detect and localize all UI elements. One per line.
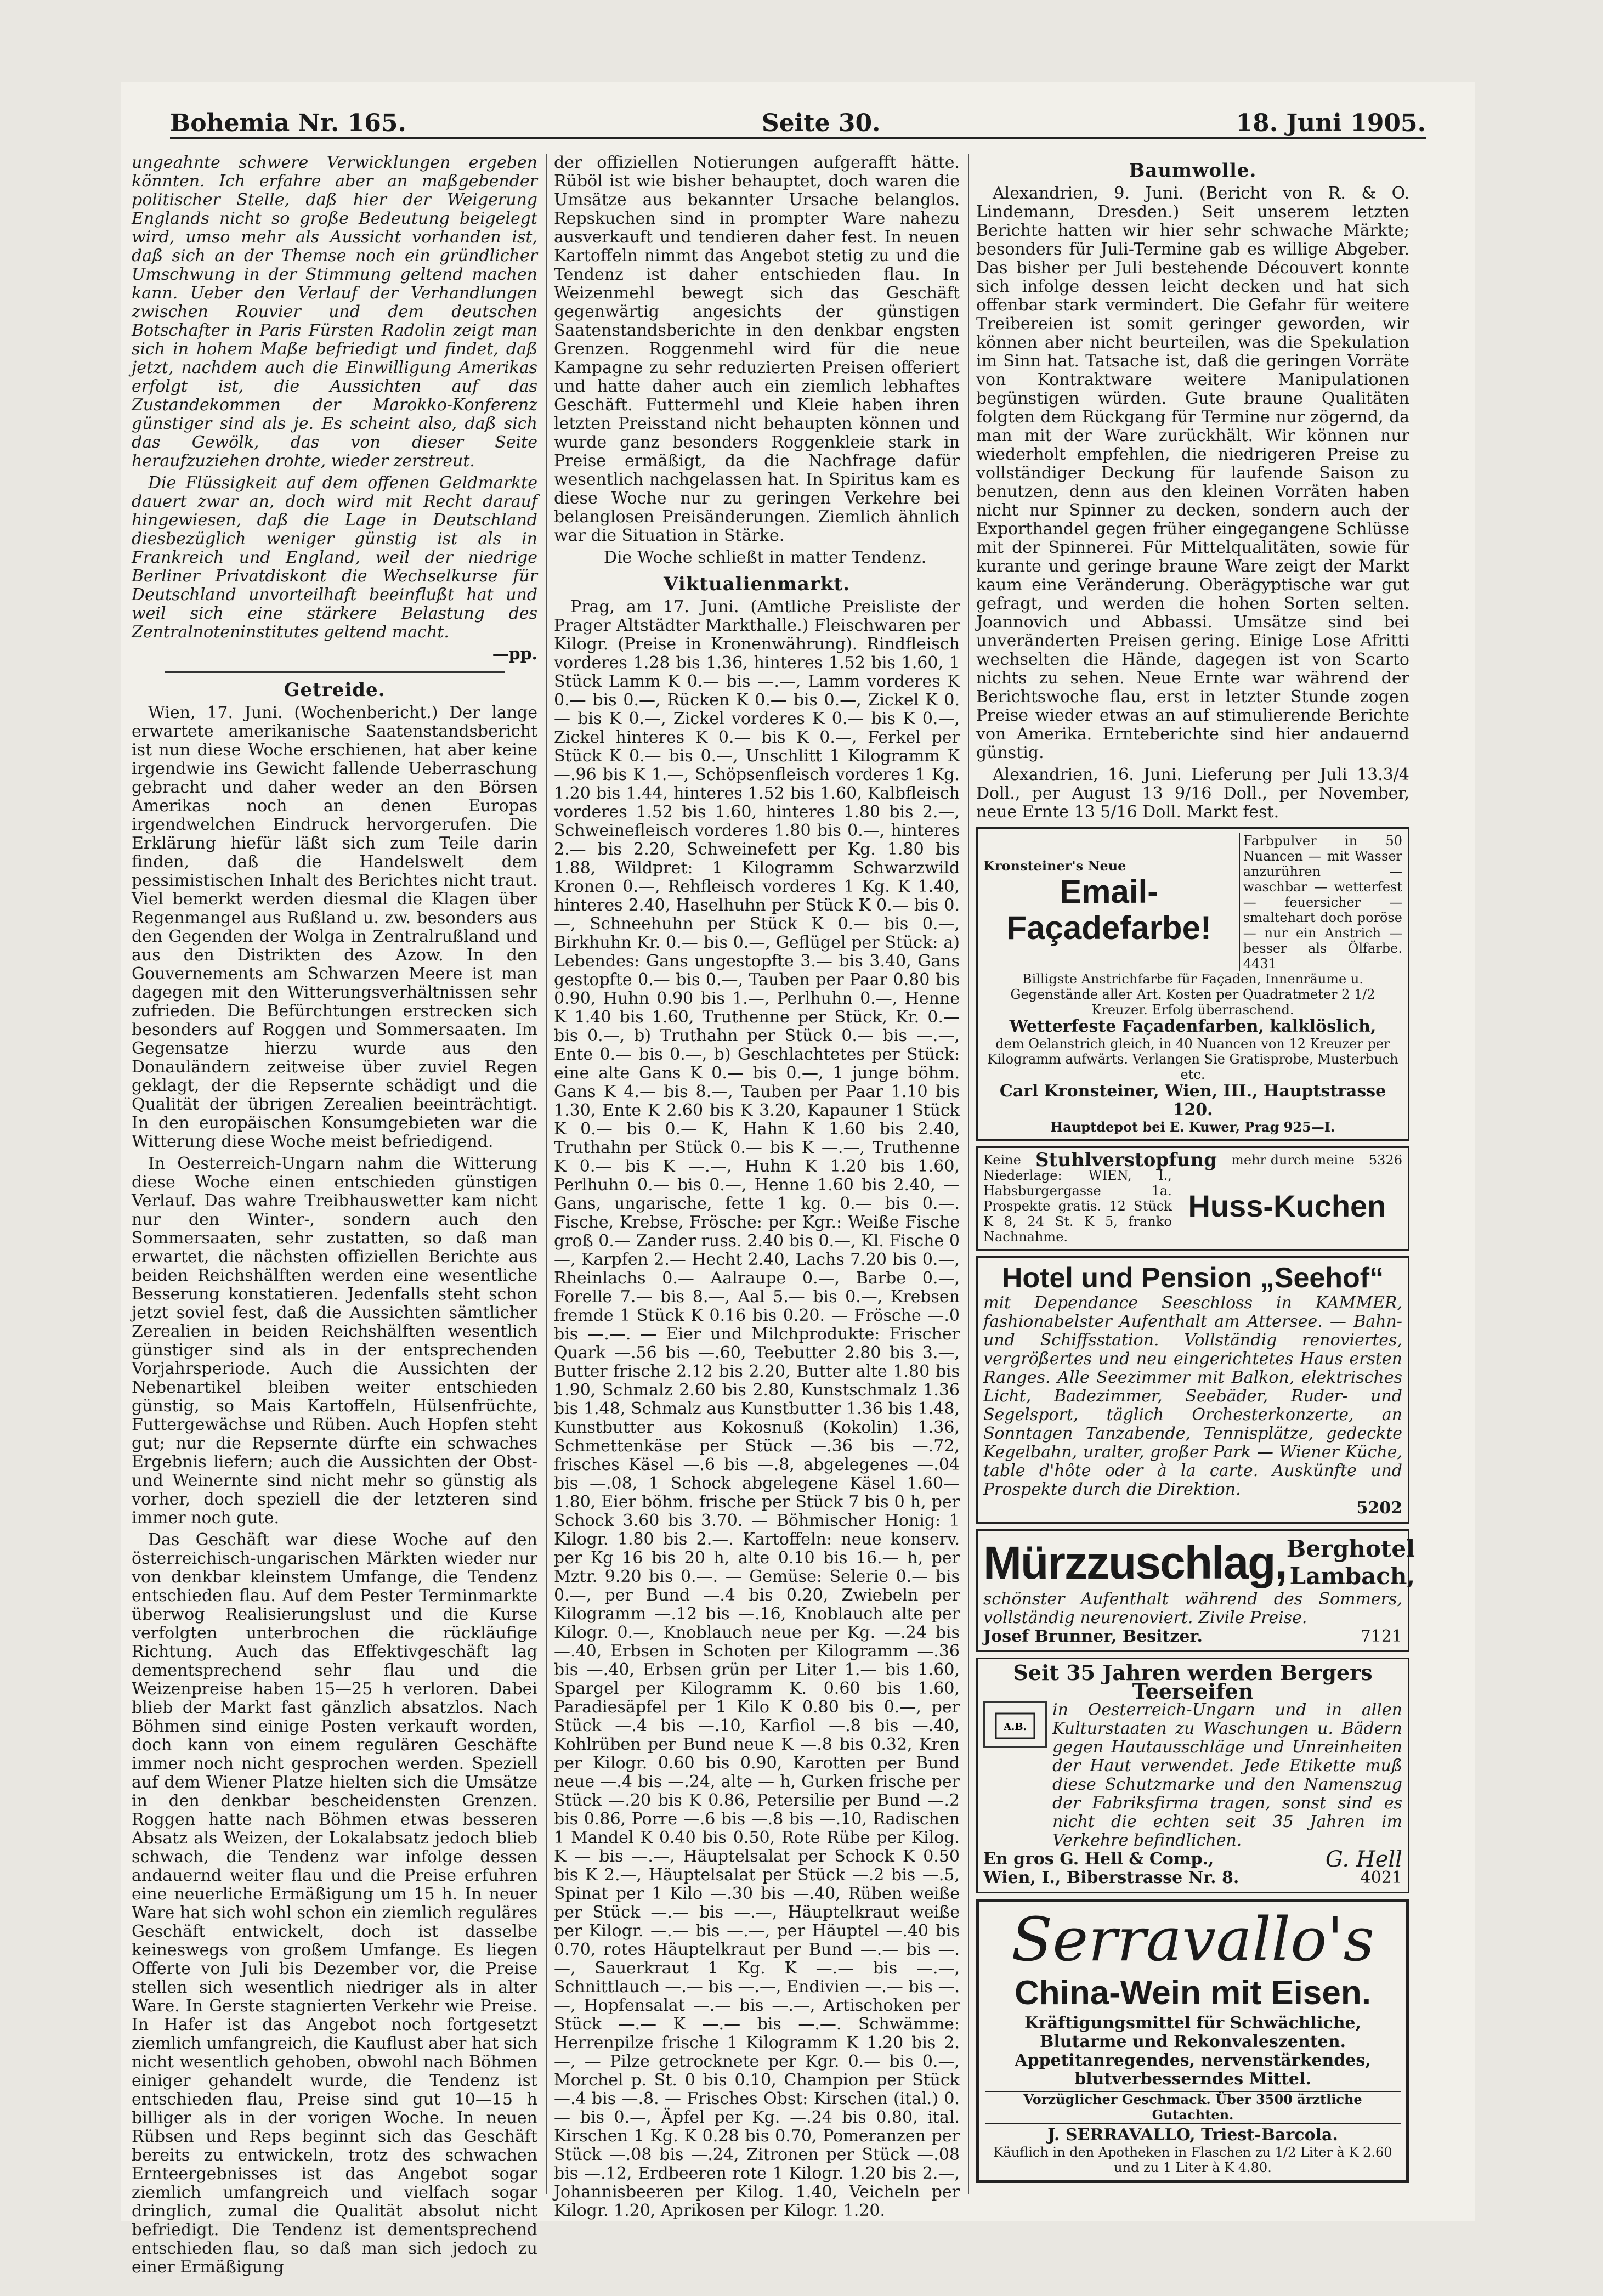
ad-huss-small: Niederlage: WIEN, I., Habsburgergasse 1a. Prospekte gratis. 12 Stück K 8, 24 St. K 5, franko Nachnahme. xyxy=(983,1168,1172,1245)
ad-serravallo-line5: Käuflich in den Apotheken in Flaschen zu 1/2 Liter à K 2.60 und zu 1 Liter à K 4.80. xyxy=(993,2145,1392,2175)
ad-bergers-title: Seit 35 Jahren werden Bergers Teerseifen xyxy=(1013,1660,1373,1704)
ad-kronsteiner xyxy=(976,827,1409,1141)
page-header xyxy=(170,88,1426,139)
baumwolle-p1: Alexandrien, 9. Juni. (Bericht von R. & O. Lindemann, Dresden.) Seit unserem letzten Berichte hatten wir hier sehr schwache Märkte; besonders für Juli-Termine gab es willige Abgeber. Das bisher per Juli bestehende Découvert konnte sich infolge dessen leicht decken und hat sich offenbar stark vermindert. Die Gefahr für weitere Treibereien ist somit geringer geworden, wir können aber nicht beurteilen, was die Spekulation im Sinn hat. Tatsache ist, daß die geringen Vorräte von Kontraktware weitere Manipulationen begünstigen würden. Gute braune Qualitäten folgten dem Rückgang für Termine nur zögernd, da man mit der Ware zurückhält. Wir können nur wiederholt empfehlen, die niedrigeren Preise zu vollständiger Deckung für laufende Saison zu benutzen, denn aus den kleinen Vorräten haben nicht nur Spinner zu decken, sondern auch der Exporthandel gegen früher eingegangene Schlüsse mit der Spinnerei. Für Mittelqualitäten, sowie für kurante und geringe braune Ware zeigt der Markt kaum eine Veränderung. Oberägyptische war gut gefragt, und werden die hohen Sorten selten. Joannovich und Abbassi. Umsätze sind bei unveränderten Preisen gering. Einige Lose Afritti wechselten die Hände, dagegen ist von Scarto nichts zu sehen. Neue Ernte war während der Berichtswoche flau, erst in letzter Stunde zogen Preise wieder etwas an auf stimulierende Berichte von Amerika. Ernteberichte sind hier andauernd günstig. xyxy=(976,184,1409,762)
ad-huss-title: Stuhlverstopfung xyxy=(1035,1149,1217,1171)
ad-seehof-number: 5202 xyxy=(1356,1498,1402,1518)
ad-bergers-signature: G. Hell xyxy=(1325,1847,1402,1872)
svg-text:A.B.: A.B. xyxy=(1004,1721,1027,1733)
article-politics-p2: Die Flüssigkeit auf dem offenen Geldmarkte dauert zwar an, doch wird mit Recht darauf hingewiesen, daß die Lage in Deutschland diesbezüglich weniger günstig ist als in Frankreich und England, weil der niedrige Berliner Privatdiskont die Wechselkurse für Deutschland unvorteilhaft beeinflußt hat und weil sich eine stärkere Belastung des Zentralnoteninstitutes geltend macht. xyxy=(132,473,537,642)
ad-bergers-text: in Oesterreich-Ungarn und in allen Kulturstaaten zu Waschungen u. Bädern gegen Hautausschläge und Unreinheiten der Haut verwendet. Jede Etikette muß diese Schutzmarke und den Namenszug der Fabriksfirma tragen, sonst sind es nicht die echten seit 35 Jahren im Verkehre befindlichen. xyxy=(1052,1700,1402,1850)
trademark-emblem-icon xyxy=(983,1701,1047,1748)
getreide-p1: Wien, 17. Juni. (Wochenbericht.) Der lange erwartete amerikanische Saatenstandsbericht ist nun diese Woche erschienen, hat aber keine irgendwie ins Gewicht fallende Ueberraschung gebracht und daher weder an den Börsen Amerikas noch an denen Europas irgendwelchen Eindruck hervorgerufen. Die Erklärung hiefür läßt sich zum Teile darin finden, daß die Handelswelt dem pessimistischen Inhalt des Berichtes nicht traut. Viel bemerkt werden diesmal die Klagen über Regenmangel aus Rußland u. zw. besonders aus den Gegenden der Wolga in Zentralrußland und aus den Distrikten des Azow. In den Gouvernements am Schwarzen Meere ist man dagegen mit den Witterungsverhältnissen sehr zufrieden. Die Befürchtungen erstrecken sich besonders auf Roggen und Sommersaaten. Im Gegensatze hierzu wurde aus den Donauländern zeitweise über zuviel Regen geklagt, der die Repsernte schädigt und die Qualität der übrigen Zerealien beeinträchtigt. In den europäischen Konsumgebieten war die Witterung diese Woche meist befriedigend. xyxy=(132,703,537,1151)
header-date: 18. Juni 1905. xyxy=(1236,109,1426,137)
ad-bergers-address: Wien, I., Biberstrasse Nr. 8. xyxy=(983,1868,1239,1887)
column-2 xyxy=(554,153,960,2220)
ad-huss-keine: Keine xyxy=(983,1152,1021,1168)
ad-muerz-berghotel: Berghotel xyxy=(1286,1535,1415,1562)
column-rule-1 xyxy=(546,154,547,2194)
ad-muerzzuschlag xyxy=(976,1529,1415,1652)
ad-kronsteiner-line2: Wetterfeste Façadenfarben, kalklöslich, xyxy=(1009,1017,1377,1036)
ad-muerz-lambach: Lambach, xyxy=(1289,1563,1415,1590)
ad-kronsteiner-headline: Email-Façadefarbe! xyxy=(1006,873,1211,946)
section-title-baumwolle: Baumwolle. xyxy=(1129,160,1257,182)
ad-muerz-text: schönster Aufenthalt während des Sommers, vollständig neurenoviert. Zivile Preise. xyxy=(983,1590,1402,1627)
header-page-number: Seite 30. xyxy=(761,109,881,137)
ad-seehof-title: Hotel und Pension „Seehof“ xyxy=(1001,1262,1384,1294)
ad-kronsteiner-brand: Kronsteiner's Neue xyxy=(983,858,1126,874)
ad-serravallo xyxy=(976,1899,1409,2183)
newspaper-page xyxy=(121,82,1475,2277)
section-title-getreide: Getreide. xyxy=(284,679,386,701)
header-issue: Bohemia Nr. 165. xyxy=(170,109,406,137)
baumwolle-p2: Alexandrien, 16. Juni. Lieferung per Juli 13.3/4 Doll., per August 13 9/16 Doll., per November, neue Ernte 13 5/16 Doll. Markt fest. xyxy=(976,765,1409,822)
article-politics-p1: ungeahnte schwere Verwicklungen ergeben könnten. Ich erfahre aber an maßgebender politischer Stelle, daß hier der Weigerung Englands nicht so große Bedeutung beigelegt wird, umso mehr als Aussicht vorhanden ist, daß sich an der Themse noch ein gründlicher Umschwung in der Stimmung geltend machen kann. Ueber den Verlauf der Verhandlungen zwischen Rouvier und dem deutschen Botschafter in Paris Fürsten Radolin zeigt man sich in hohem Maße befriedigt und findet, daß jetzt, nachdem auch die Einwilligung Amerikas erfolgt ist, die Aussichten auf das Zustandekommen der Marokko-Konferenz günstiger sind als je. Es scheint also, daß sich das Gewölk, das von dieser Seite heraufzuziehen drohte, wieder zerstreut. xyxy=(132,153,537,471)
ad-kronsteiner-side: Farbpulver in 50 Nuancen — mit Wasser anzurühren — waschbar — wetterfest — feuersicher — smaltehart doch poröse — nur ein Anstrich — besser als Ölfarbe. 4431 xyxy=(1239,833,1402,971)
getreide-closing: Die Woche schließt in matter Tendenz. xyxy=(603,548,927,567)
ad-kronsteiner-line3: dem Oelanstrich gleich, in 40 Nuancen von 12 Kreuzer per Kilogramm aufwärts. Verlangen Sie Gratisprobe, Musterbuch etc. xyxy=(987,1036,1398,1082)
ad-hotel-seehof xyxy=(976,1256,1409,1524)
ad-seehof-text: mit Dependance Seeschloss in KAMMER, fashionabelster Aufenthalt am Attersee. — Bahn- und Schiffsstation. Vollständig renoviertes, vergrößertes und neu eingerichtetes Haus ersten Ranges. Alle Seezimmer mit Balkon, elektrisches Licht, Badezimmer, Seebäder, Ruder- und Segelsport, täglich Orchesterkonzerte, an Sonntagen Tanzabende, Tennisplätze, gedeckte Kegelbahn, uralter, großer Park — Wiener Küche, table d'hôte oder à la carte. Auskünfte und Prospekte durch die Direktion. xyxy=(983,1293,1402,1499)
ad-serravallo-line2: Appetitanregendes, nervenstärkendes, blutverbesserndes Mittel. xyxy=(1015,2051,1371,2089)
ad-bergers-number: 4021 xyxy=(1360,1868,1402,1887)
ad-huss-mehr: mehr durch meine xyxy=(1231,1152,1355,1168)
column-rule-2 xyxy=(968,154,969,2194)
getreide-p2: In Oesterreich-Ungarn nahm die Witterung diese Woche einen entschieden günstigen Verlauf. Das wahre Treibhauswetter kam nicht nur den Winter-, sondern auch den Sommersaaten, sehr zustatten, so daß man erwartet, die nächsten offiziellen Berichte aus beiden Reichshälften werden eine wesentliche Besserung konstatieren. Jedenfalls steht schon jetzt soviel fest, daß die Aussichten sämtlicher Zerealien in beiden Reichshälften wesentlich günstiger sind als in der entsprechenden Vorjahrsperiode. Auch die Aussichten der Nebenartikel bleiben weiter entschieden günstig, so Mais Kartoffeln, Hülsenfrüchte, Futtergewächse und Rüben. Auch Hopfen steht gut; nur die Repsernte dürfte ein schwaches Ergebnis liefern; auch die Aussichten der Obst- und Weinernte sind nicht mehr so günstig als vorher, doch speziell die der letzteren sind immer noch gute. xyxy=(132,1154,537,1528)
ad-bergers-depot: En gros G. Hell & Comp., xyxy=(983,1850,1214,1869)
ad-huss-number: 5326 xyxy=(1368,1152,1402,1168)
ad-kronsteiner-address: Carl Kronsteiner, Wien, III., Hauptstrasse 120. xyxy=(999,1082,1386,1119)
ad-muerz-number: 7121 xyxy=(1360,1627,1402,1646)
ad-serravallo-brand: Serravallo's xyxy=(1011,1904,1375,1975)
ad-serravallo-line3: Vorzüglicher Geschmack. Über 3500 ärztliche Gutachten. xyxy=(985,2091,1401,2124)
getreide-continued: der offiziellen Notierungen aufgerafft hätte. Rüböl ist wie bisher behauptet, doch waren die Umsätze aus bekannter Ursache belanglos. Repskuchen sind in prompter Ware nahezu ausverkauft und tendieren daher fest. In neuen Kartoffeln nimmt das Angebot stetig zu und die Tendenz ist daher entschieden flau. In Weizenmehl bewegt sich das Geschäft gegenwärtig angesichts der günstigen Saatenstandsberichte in den denkbar engsten Grenzen. Roggenmehl wird für die neue Kampagne zu sehr reduzierten Preisen offeriert und hatte daher auch ein ziemlich lebhaftes Geschäft. Futtermehl und Kleie haben ihren letzten Preisstand nicht behaupten können und wurde ganz besonders Roggenkleie stark in Preise ermäßigt, da die Nachfrage dafür wesentlich nachgelassen hat. In Spiritus kam es diese Woche nur zu geringen Verkehre bei belanglosen Preisänderungen. Ziemlich ähnlich war die Situation in Stärke. xyxy=(554,153,960,545)
viktualienmarkt-prices: Prag, am 17. Juni. (Amtliche Preisliste der Prager Altstädter Markthalle.) Fleischwaren per Kilogr. (Preise in Kronenwährung). Rindfleisch vorderes 1.28 bis 1.36, hinteres 1.52 bis 1.60, 1 Stück Lamm K 0.— bis —.—, Lamm vorderes K 0.— bis 0.—, Rücken K 0.— bis 0.—, Zickel K 0.— bis K 0.—, Zickel vorderes K 0.— bis K 0.—, Zickel hinteres K 0.— bis K 0.—, Ferkel per Stück K 0.— bis 0.—, Unschlitt 1 Kilogramm K —.96 bis K 1.—, Schöpsenfleisch vorderes 1 Kg. 1.20 bis 1.44, hinteres 1.52 bis 1.60, Kalbfleisch vorderes 1.52 bis 1.60, hinteres 1.80 bis 2.—, Schweinefleisch vorderes 1.80 bis 0.—, hinteres 2.— bis 2.20, Schweinefett per Kg. 1.80 bis 1.88, Wildpret: 1 Kilogramm Schwarzwild Kronen 0.—, Rehfleisch vorderes 1 Kg. K 1.40, hinteres 2.40, Haselhuhn per Stück K 0.— bis 0.—, Schneehuhn per Stück K 0.— bis 0.—, Birkhuhn Kr. 0.— bis 0.—, Geflügel per Stück: a) Lebendes: Gans ungestopfte 3.— bis 3.40, Gans gestopfte 0.— bis 0.—, Tauben per Paar 0.80 bis 0.90, Huhn 0.90 bis 1.—, Perlhuhn 0.—, Henne K 1.40 bis 1.60, Truthenne per Stück, Kr. 0.— bis 0.—, b) Truthahn per Stück 0.— bis —.—, Ente 0.— bis 0.—, b) Geschlachtetes per Stück: eine alte Gans K 0.— bis 0.—, 1 junge böhm. Gans K 4.— bis 8.—, Tauben per Paar 1.10 bis 1.30, Ente K 2.60 bis K 3.20, Kapauner 1 Stück K 0.— bis 0.— K, Hahn K 1.60 bis 2.40, Truthahn per Stück 0.— bis K —.—, Truthenne K 0.— bis K —.—, Huhn K 1.20 bis 1.60, Perlhuhn 0.— bis 0.—, Henne 1.60 bis 2.40, — Gans, ungarische, fette 1 kg. 0.— bis 0.—. Fische, Krebse, Frösche: per Kgr.: Weiße Fische groß 0.— Zander russ. 2.40 bis 0.—, Kl. Fische 0 —, Karpfen 2.— Hecht 2.40, Lachs 7.20 bis 0.—, Rheinlachs 0.— Aalraupe 0.—, Barbe 0.—, Forelle 7.— bis 8.—, Aal 5.— bis 0.—, Krebsen fremde 1 Stück K 0.16 bis 0.20. — Frösche —.0 bis —.—. — Eier und Milchprodukte: Frischer Quark —.56 bis —.60, Teebutter 2.80 bis 3.—, Butter frische 2.12 bis 2.20, Butter alte 1.80 bis 1.90, Schmalz 2.60 bis 2.80, Kunstschmalz 1.36 bis 1.48, Schmalz aus Kunstbutter 1.36 bis 1.48, Kunstbutter aus Kokosnuß (Kokolin) 1.36, Schmettenkäse per Stück —.36 bis —.72, frisches Käsel —.6 bis —.8, abgelegenes —.04 bis —.08, 1 Schock abgelegene Käsel 1.60—1.80, Eier böhm. frische per Stück 7 bis 0 h, per Schock 3.60 bis 3.70. — Böhmischer Honig: 1 Kilogr. 1.80 bis 2.—. Kartoffeln: neue konserv. per Kg 16 bis 20 h, alte 0.10 bis 16.— h, per Mztr. 9.20 bis 0.—. — Gemüse: Selerie 0.— bis 0.—, per Bund —.4 bis 0.20, Zwiebeln per Kilogramm —.12 bis —.16, Knoblauch alte per Kilogr. 0.—, Knoblauch neue per Kg. —.24 bis —.40, Erbsen in Schoten per Kilogramm —.36 bis —.40, Erbsen grün per Liter 1.— bis 1.60, Spargel per Kilogramm K. 0.60 bis 1.60, Paradiesäpfel per 1 Kilo K 0.80 bis 0.—, per Stück —.4 bis —.10, Karfiol —.8 bis —.40, Kohlrüben per Bund neue K —.8 bis 0.32, Kren per Kilogr. 0.60 bis 0.90, Karotten per Bund neue —.4 bis —.24, alte — h, Gurken frische per Stück —.20 bis K 0.86, Petersilie per Bund —.2 bis 0.86, Porre —.6 bis —.8 bis —.10, Radischen 1 Mandel K 0.40 bis 0.50, Rote Rübe per Kilog. K — bis —.—, Häuptelsalat per Schock K 0.50 bis K 2.—, Häuptelsalat per Stück —.2 bis —.5, Spinat per 1 Kilo —.30 bis —.40, Rüben weiße per Stück —.— bis —.—, Häuptelkraut weiße per Kilogr. —.— bis —.—, per Häuptel —.40 bis 0.70, rotes Häuptelkraut per Bund —.— bis —.—, Sauerkraut 1 Kg. K —.— bis —.—, Schnittlauch —.— bis —.—, Endivien —.— bis —.—, Hopfensalat —.— bis —.—, Artischoken per Stück —.— K —.— bis —.—. Schwämme: Herrenpilze frische 1 Kilogramm K 1.20 bis 2.—, — Pilze getrocknete per Kgr. 0.— bis 0.—, Morchel p. St. 0 bis 0.10, Champion per Stück —.4 bis —.8. — Frisches Obst: Kirschen (ital.) 0.— bis 0.—, Äpfel per Kg. —.24 bis 0.80, ital. Kirschen 1 Kg. K 0.28 bis 0.70, Pomeranzen per Stück —.08 bis —.24, Zitronen per Stück —.08 bis —.12, Erdbeeren rote 1 Kilogr. 1.20 bis 2.—, Johannisbeeren per Kilog. 1.40, Veicheln per Kilogr. 1.20, Aprikosen per Kilogr. 1.20. xyxy=(554,597,960,2220)
ad-huss-brand: Huss-Kuchen xyxy=(1188,1189,1386,1223)
section-divider xyxy=(165,671,505,673)
ad-serravallo-line1: Kräftigungsmittel für Schwächliche, Blutarme und Rekonvaleszenten. xyxy=(1024,2014,1362,2051)
section-title-viktualienmarkt: Viktualienmarkt. xyxy=(664,573,850,595)
article-signature: —pp. xyxy=(492,644,537,664)
ad-serravallo-product: China-Wein mit Eisen. xyxy=(1015,1974,1371,2012)
ad-serravallo-address: J. SERRAVALLO, Triest-Barcola. xyxy=(1047,2125,1338,2145)
column-3 xyxy=(976,154,1415,2194)
ad-kronsteiner-line1: Billigste Anstrichfarbe für Façaden, Innenräume u. Gegenstände aller Art. Kosten per Quadratmeter 2 1/2 Kreuzer. Erfolg überraschend. xyxy=(1010,971,1375,1017)
ad-muerz-owner: Josef Brunner, Besitzer. xyxy=(983,1627,1203,1646)
ad-muerz-headline: Mürzzuschlag, xyxy=(983,1537,1287,1588)
ad-kronsteiner-depot: Hauptdepot bei E. Kuwer, Prag 925—I. xyxy=(1050,1119,1335,1135)
getreide-p3: Das Geschäft war diese Woche auf den österreichisch-ungarischen Märkten wieder nur von denkbar kleinstem Umfange, die Tendenz entschieden flau. Auf dem Pester Terminmarkte überwog Realisierungslust und die Kurse verfolgten unterbrochen die rückläufige Richtung. Auch das Effektivgeschäft lag dementsprechend sehr flau und die Weizenpreise haben 15—25 h verloren. Dabei blieb der Markt fast gänzlich absatzlos. Nach Böhmen sind einige Posten verkauft worden, doch kann von einem regulären Geschäfte immer noch nicht gesprochen werden. Speziell auf dem Wiener Platze hielten sich die Umsätze in den denkbar bescheidensten Grenzen. Roggen hatte nach Böhmen etwas besseren Absatz als Weizen, der Lokalabsatz jedoch blieb schwach, die Tendenz war infolge dessen andauernd weiter flau und die Preise erfuhren eine neuerliche Ermäßigung um 15 h. In neuer Ware hat sich wohl schon ein ziemlich reguläres Geschäft entwickelt, doch ist dasselbe keineswegs von großem Umfange. Es liegen Offerte von Juli bis Dezember vor, die Preise stellen sich wesentlich niedriger als in alter Ware. In Gerste stagnierten Verkehr wie Preise. In Hafer ist das Angebot noch fortgesetzt ziemlich umfangreich, die Kauflust aber hat sich nicht wesentlich gehoben, obwohl nach Böhmen einiger gehandelt wurde, die Tendenz ist entschieden flau, Preise sind gut 10—15 h billiger als in der vorigen Woche. In neuen Rübsen und Reps beginnt sich das Geschäft bereits zu entwickeln, trotz des schwachen Ernteergebnisses ist das Angebot sogar ziemlich umfangreich und vielfach sogar dringlich, zumal die Qualität absolut nicht befriedigt. Die Tendenz ist dementsprechend entschieden flau, so daß man sich jedoch zu einer Ermäßigung xyxy=(132,1530,537,2277)
column-1 xyxy=(132,153,537,2277)
ad-bergers-teerseifen xyxy=(976,1658,1409,1893)
ad-huss-kuchen xyxy=(976,1146,1409,1251)
